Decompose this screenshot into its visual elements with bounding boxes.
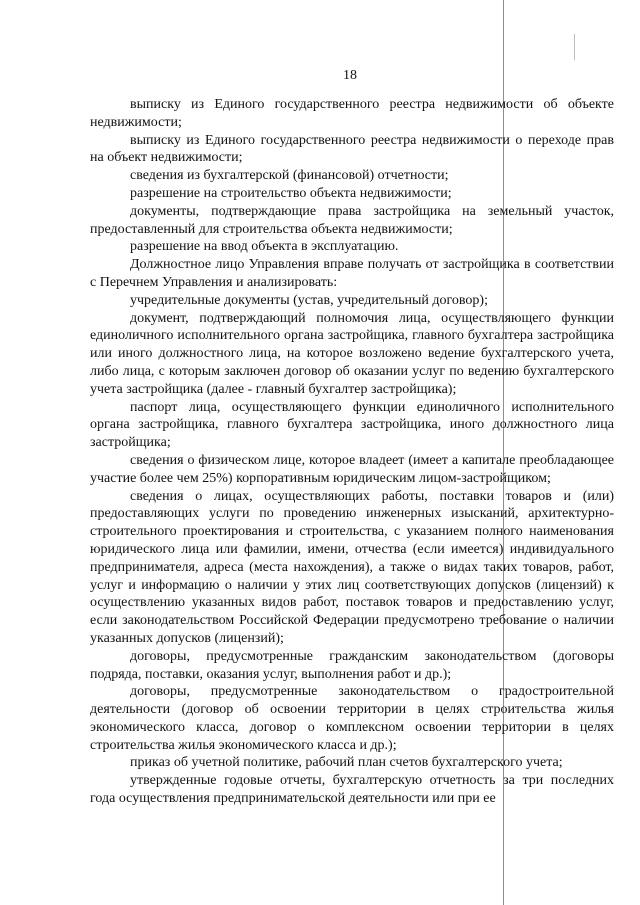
paragraph: сведения о лицах, осуществляющих работы, поставки товаров и (или) предоставляющих услуги по проведению инженерных изысканий, архитектурно-строительного проектирования и строительства, с указанием полного наименования юридического лица или фамилии, имени, отчества (если имеется) индивидуального предпринимателя, адреса (места нахождения), а также о видах таких товаров, работ, услуг и информацию о наличии у этих лиц соответствующих допусков (лицензий) к осуществлению указанных видов работ, поставок товаров и предоставлению услуг, если законодательством Российской Федерации предусмотрено требование о наличии указанных допусков (лицензий); [90, 488, 614, 646]
paragraph: разрешение на строительство объекта недвижимости; [130, 185, 452, 201]
paragraph: документы, подтверждающие права застройщика на земельный участок, предоставленный для строительства объекта недвижимости; [90, 203, 614, 237]
paragraph: учредительные документы (устав, учредительный договор); [130, 292, 488, 308]
page-number: 18 [343, 68, 357, 83]
paragraph: сведения из бухгалтерской (финансовой) отчетности; [130, 168, 449, 184]
paragraph: договоры, предусмотренные законодательством о градостроительной деятельности (договор об освоении территории в целях строительства жилья экономического класса, договор о комплексном освоении территории в целях строительства жилья экономического класса и др.); [90, 684, 614, 753]
scan-mark [574, 34, 575, 60]
paragraph: выписку из Единого государственного реестра недвижимости о переходе прав на объект недвижимости; [90, 132, 614, 166]
paragraph: договоры, предусмотренные гражданским законодательством (договоры подряда, поставки, оказания услуг, выполнения работ и др.); [90, 648, 614, 682]
paragraph: выписку из Единого государственного реестра недвижимости об объекте недвижимости; [90, 97, 614, 130]
paragraph: сведения о физическом лице, которое владеет (имеет а капитале преобладающее участие более чем 25%) корпоративным юридическим лицом-застройщиком; [90, 452, 614, 486]
paragraph: паспорт лица, осуществляющего функции единоличного исполнительного органа застройщика, главного бухгалтера застройщика, иного должностного лица застройщика; [90, 399, 614, 451]
paragraph: приказ об учетной политике, рабочий план счетов бухгалтерского учета; [130, 755, 563, 771]
paragraph: документ, подтверждающий полномочия лица, осуществляющего функции единоличного исполнительного органа застройщика, главного бухгалтера застройщика или иного должностного лица, на которое возложено ведение бухгалтерского учета, либо лица, с которым заключен договор об оказании услуг по ведению бухгалтерского учета застройщика (далее - главный бухгалтер застройщика); [90, 310, 614, 397]
paragraph: утвержденные годовые отчеты, бухгалтерскую отчетность за три последних года осуществления предпринимательской деятельности или при ее [90, 773, 614, 807]
paragraph: разрешение на ввод объекта в эксплуатацию. [130, 239, 399, 255]
paragraph: Должностное лицо Управления вправе получать от застройщика в соответствии с Перечнем Управления и анализировать: [90, 257, 614, 290]
document-body [90, 96, 614, 808]
